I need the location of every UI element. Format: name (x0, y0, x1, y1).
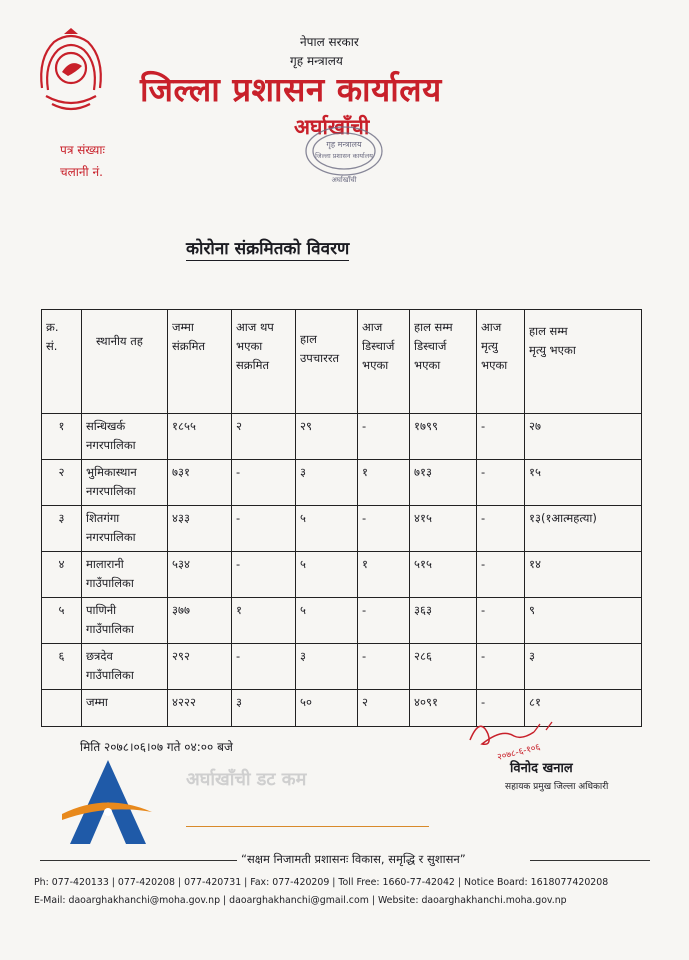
cell-active: ३ (296, 644, 358, 690)
watermark-underline (186, 826, 429, 827)
cell-active: ५ (296, 506, 358, 552)
cell-deaths-today: - (477, 506, 525, 552)
cell-local-level: शितगंगा नगरपालिका (82, 506, 168, 552)
ministry-name: गृह मन्त्रालय (290, 54, 343, 68)
table-row (42, 414, 642, 460)
footer-rule-left (40, 860, 237, 861)
contact-web-line: E-Mail: daoarghakhanchi@moha.gov.np | daoarghakhanchi@gmail.com | Website: daoarghakhanchi.moha.gov.np (34, 895, 567, 906)
cell-sn: २ (42, 460, 82, 506)
cell-total-infected: ४३३ (168, 506, 232, 552)
cell-discharged-today: २ (358, 690, 410, 727)
cell-total-infected: ५३४ (168, 552, 232, 598)
covid-data-table (41, 309, 642, 727)
cell-sn: ४ (42, 552, 82, 598)
cell-total-label: जम्मा (82, 690, 168, 727)
cell-new-today: - (232, 644, 296, 690)
cell-discharged-total: ३६३ (410, 598, 477, 644)
cell-discharged-today: १ (358, 460, 410, 506)
cell-active: ५० (296, 690, 358, 727)
nepal-emblem-icon (34, 28, 108, 114)
cell-new-today: - (232, 506, 296, 552)
signature-date: २०७८-६-१०६ (496, 742, 542, 763)
cell-deaths-today: - (477, 690, 525, 727)
cell-new-today: - (232, 552, 296, 598)
header-discharged-today: आज डिस्चार्ज भएका (358, 310, 410, 414)
cell-total-infected: ४२२२ (168, 690, 232, 727)
arghakhanchi-logo-icon (56, 756, 156, 852)
letter-number-label: पत्र संख्याः (60, 143, 105, 157)
cell-deaths-total: २७ (525, 414, 642, 460)
cell-deaths-today: - (477, 598, 525, 644)
cell-deaths-total: ३ (525, 644, 642, 690)
report-date: मिति २०७८।०६।०७ गते ०४:०० बजे (80, 740, 233, 754)
signatory-name: विनोद खनाल (510, 761, 573, 776)
header-active: हाल उपचाररत (296, 310, 358, 414)
table-header-row (42, 310, 642, 414)
footer-motto: “सक्षम निजामती प्रशासनः विकास, समृद्धि र सुशासन” (237, 852, 470, 867)
cell-discharged-today: - (358, 644, 410, 690)
cell-local-level: मालारानी गाउँपालिका (82, 552, 168, 598)
cell-local-level: भुमिकास्थान नगरपालिका (82, 460, 168, 506)
cell-new-today: - (232, 460, 296, 506)
district-name: अर्घाखाँची (294, 114, 370, 139)
cell-deaths-today: - (477, 414, 525, 460)
cell-deaths-today: - (477, 644, 525, 690)
cell-deaths-today: - (477, 552, 525, 598)
stamp-line3: अर्घाखाँची (331, 176, 357, 184)
stamp-line1: गृह मन्त्रालय (326, 140, 362, 149)
cell-discharged-total: ४१५ (410, 506, 477, 552)
office-name: जिल्ला प्रशासन कार्यालय (140, 70, 442, 109)
cell-discharged-today: - (358, 506, 410, 552)
cell-deaths-total: ९ (525, 598, 642, 644)
cell-deaths-today: - (477, 460, 525, 506)
cell-discharged-today: - (358, 414, 410, 460)
government-name: नेपाल सरकार (300, 35, 359, 49)
dispatch-number-label: चलानी नं. (60, 165, 103, 179)
cell-total-infected: ७३१ (168, 460, 232, 506)
header-local-level: स्थानीय तह (82, 310, 168, 414)
cell-sn (42, 690, 82, 727)
cell-discharged-today: - (358, 598, 410, 644)
cell-total-infected: १८५५ (168, 414, 232, 460)
cell-discharged-total: ४०९१ (410, 690, 477, 727)
watermark-brand: अर्घाखाँची डट कम (186, 769, 307, 790)
header-discharged-total: हाल सम्म डिस्चार्ज भएका (410, 310, 477, 414)
cell-discharged-total: १७९९ (410, 414, 477, 460)
table-row (42, 552, 642, 598)
cell-sn: १ (42, 414, 82, 460)
table-row (42, 644, 642, 690)
table-row (42, 598, 642, 644)
cell-total-infected: ३७७ (168, 598, 232, 644)
cell-new-today: ३ (232, 690, 296, 727)
header-serial: क्र. सं. (42, 310, 82, 414)
cell-deaths-total: १५ (525, 460, 642, 506)
cell-active: ५ (296, 552, 358, 598)
cell-discharged-total: २८६ (410, 644, 477, 690)
cell-new-today: २ (232, 414, 296, 460)
cell-discharged-total: ७१३ (410, 460, 477, 506)
cell-sn: ३ (42, 506, 82, 552)
header-deaths-total: हाल सम्म मृत्यु भएका (525, 310, 642, 414)
stamp-line2: जिल्ला प्रशासन कार्यालय (315, 152, 373, 160)
document-title: कोरोना संक्रमितको विवरण (186, 236, 349, 261)
header-total-infected: जम्मा संक्रमित (168, 310, 232, 414)
cell-deaths-total: ८१ (525, 690, 642, 727)
cell-active: ५ (296, 598, 358, 644)
contact-phone-line: Ph: 077-420133 | 077-420208 | 077-420731 | Fax: 077-420209 | Toll Free: 1660-77-42042 | Notice Board: 1618077420208 (34, 877, 609, 888)
header-new-today: आज थप भएका सक्रमित (232, 310, 296, 414)
cell-discharged-total: ५१५ (410, 552, 477, 598)
cell-deaths-total: १३(१आत्महत्या) (525, 506, 642, 552)
cell-active: २९ (296, 414, 358, 460)
footer-rule-right (530, 860, 650, 861)
cell-new-today: १ (232, 598, 296, 644)
cell-local-level: सन्धिखर्क नगरपालिका (82, 414, 168, 460)
footer-motto-bar (40, 850, 650, 872)
cell-active: ३ (296, 460, 358, 506)
office-seal-stamp (296, 118, 392, 188)
cell-sn: ५ (42, 598, 82, 644)
header-deaths-today: आज मृत्यु भएका (477, 310, 525, 414)
cell-discharged-today: १ (358, 552, 410, 598)
cell-local-level: छत्रदेव गाउँपालिका (82, 644, 168, 690)
signatory-designation: सहायक प्रमुख जिल्ला अधिकारी (505, 782, 609, 792)
cell-local-level: पाणिनी गाउँपालिका (82, 598, 168, 644)
table-row (42, 506, 642, 552)
cell-sn: ६ (42, 644, 82, 690)
table-row (42, 460, 642, 506)
cell-total-infected: २९२ (168, 644, 232, 690)
cell-deaths-total: १४ (525, 552, 642, 598)
